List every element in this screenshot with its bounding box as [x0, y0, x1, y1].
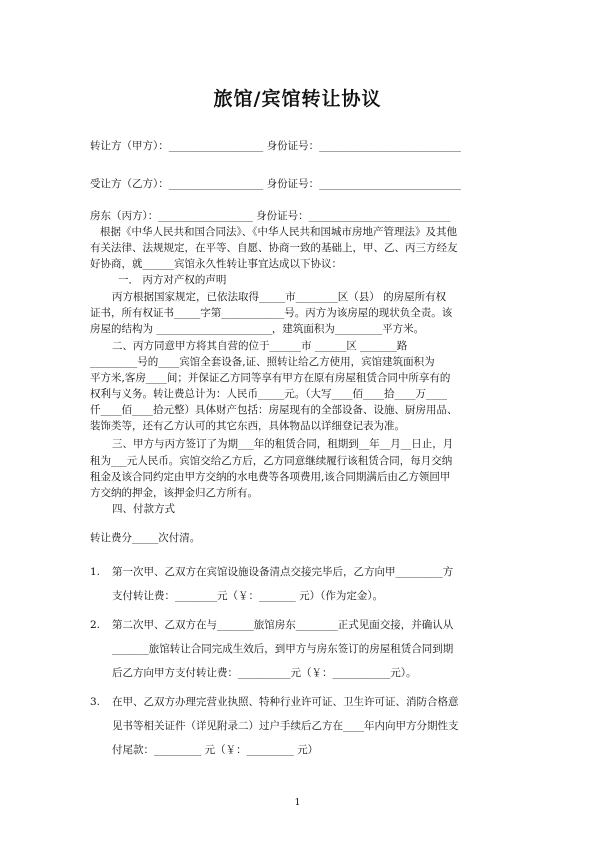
payment-times-line: 转让费分_____次付清。 — [90, 532, 201, 544]
page-number: 1 — [294, 798, 301, 808]
preamble-line: 根据《中华人民共和国合同法》、《中华人民共和国城市房地产管理法》及其他 — [100, 226, 457, 238]
section-1-line: 证书，所有权证书_____字第____________号。丙方为该房屋的现状负全责。该 — [90, 307, 453, 319]
section-4-heading: 四、付款方式 — [112, 503, 175, 515]
list-item-line: 在甲、乙双方办理完营业执照、特种行业许可证、卫生许可证、消防合格意 — [112, 696, 459, 708]
list-item-number: 2. — [90, 619, 101, 631]
list-item-line: 见书等相关证件（详见附录二）过户手续后乙方在____年内向甲方分期性支 — [112, 720, 459, 732]
section-3-line: 租金及该合同约定由甲方交纳的水电费等各项费用,该合同期满后由乙方领回甲 — [90, 471, 451, 483]
section-3-line: 租为___元人民币。宾馆交给乙方后，乙方同意继续履行该租赁合同，每月交纳 — [90, 455, 453, 467]
list-item-line: 支付转让费：________元（￥：_______ 元）（作为定金）。 — [112, 590, 384, 602]
section-1-line: 丙方根据国家规定，已依法取得_____市________区（县） 的房屋所有权 — [112, 291, 447, 303]
preamble-line: 有关法律、法规规定，在平等、自愿、协商一致的基础上，甲、乙、丙三方经友 — [90, 242, 458, 254]
document-title: 旅馆/宾馆转让协议 — [213, 88, 382, 110]
section-2-line: 权利与义务。转让费总计为：人民币_____元。（大写____佰____拾____万____ — [90, 388, 447, 400]
section-3-line: 方交纳的押金，该押金归乙方所有。 — [90, 487, 258, 499]
section-1-line: 房屋的结构为 ______________________，建筑面积为_________平方米。 — [90, 323, 425, 335]
list-item-number: 1. — [90, 566, 101, 578]
section-1-heading: 一． 丙方对产权的声明 — [118, 274, 227, 286]
list-item-line: _______旅馆转让合同完成生效后，到甲方与房东签订的房屋租赁合同到期 — [112, 643, 454, 655]
list-item-number: 3. — [90, 696, 101, 708]
party-transferor-line: 转让方（甲方）：__________________ 身份证号：___________________________ — [90, 140, 461, 152]
party-transferee-line: 受让方（乙方）：__________________ 身份证号：___________________________ — [90, 178, 461, 190]
section-2-line: 平方米,客房____间；并保证乙方同等享有甲方在原有房屋租赁合同中所享有的 — [90, 372, 451, 384]
list-item-line: 付尾款：_________ 元（￥：_________ 元） — [112, 744, 319, 756]
section-2-line: 二、丙方同意甲方将其自营的位于______市 ______区 _______路 — [112, 340, 408, 352]
list-item-line: 第二次甲、乙双方在与_______旅馆房东________正式见面交接，并确认从 — [112, 619, 454, 631]
section-2-line: 装饰类等，还有乙方认可的其它东西，具体物品以详细登记表为准。 — [90, 420, 405, 432]
party-landlord-line: 房东（丙方）：__________________ 身份证号：___________________________ — [90, 210, 451, 222]
list-item-line: 后乙方向甲方支付转让费：__________元（￥：___________元）。 — [112, 667, 417, 679]
list-item-line: 第一次甲、乙双方在宾馆设施设备清点交接完毕后，乙方向甲_________方 — [112, 566, 454, 578]
section-2-line: _________号的____宾馆全套设备,证、照转让给乙方使用，宾馆建筑面积为 — [90, 356, 435, 368]
preamble-line: 好协商，就______宾馆永久性转让事宜达成以下协议： — [90, 258, 342, 270]
section-3-line: 三、甲方与丙方签订了为期___年的租赁合同，租期到__年__月__日止，月 — [112, 438, 454, 450]
section-2-line: 仟____佰____拾元整）具体财产包括：房屋现有的全部设备、设施、厨房用品、 — [90, 404, 458, 416]
